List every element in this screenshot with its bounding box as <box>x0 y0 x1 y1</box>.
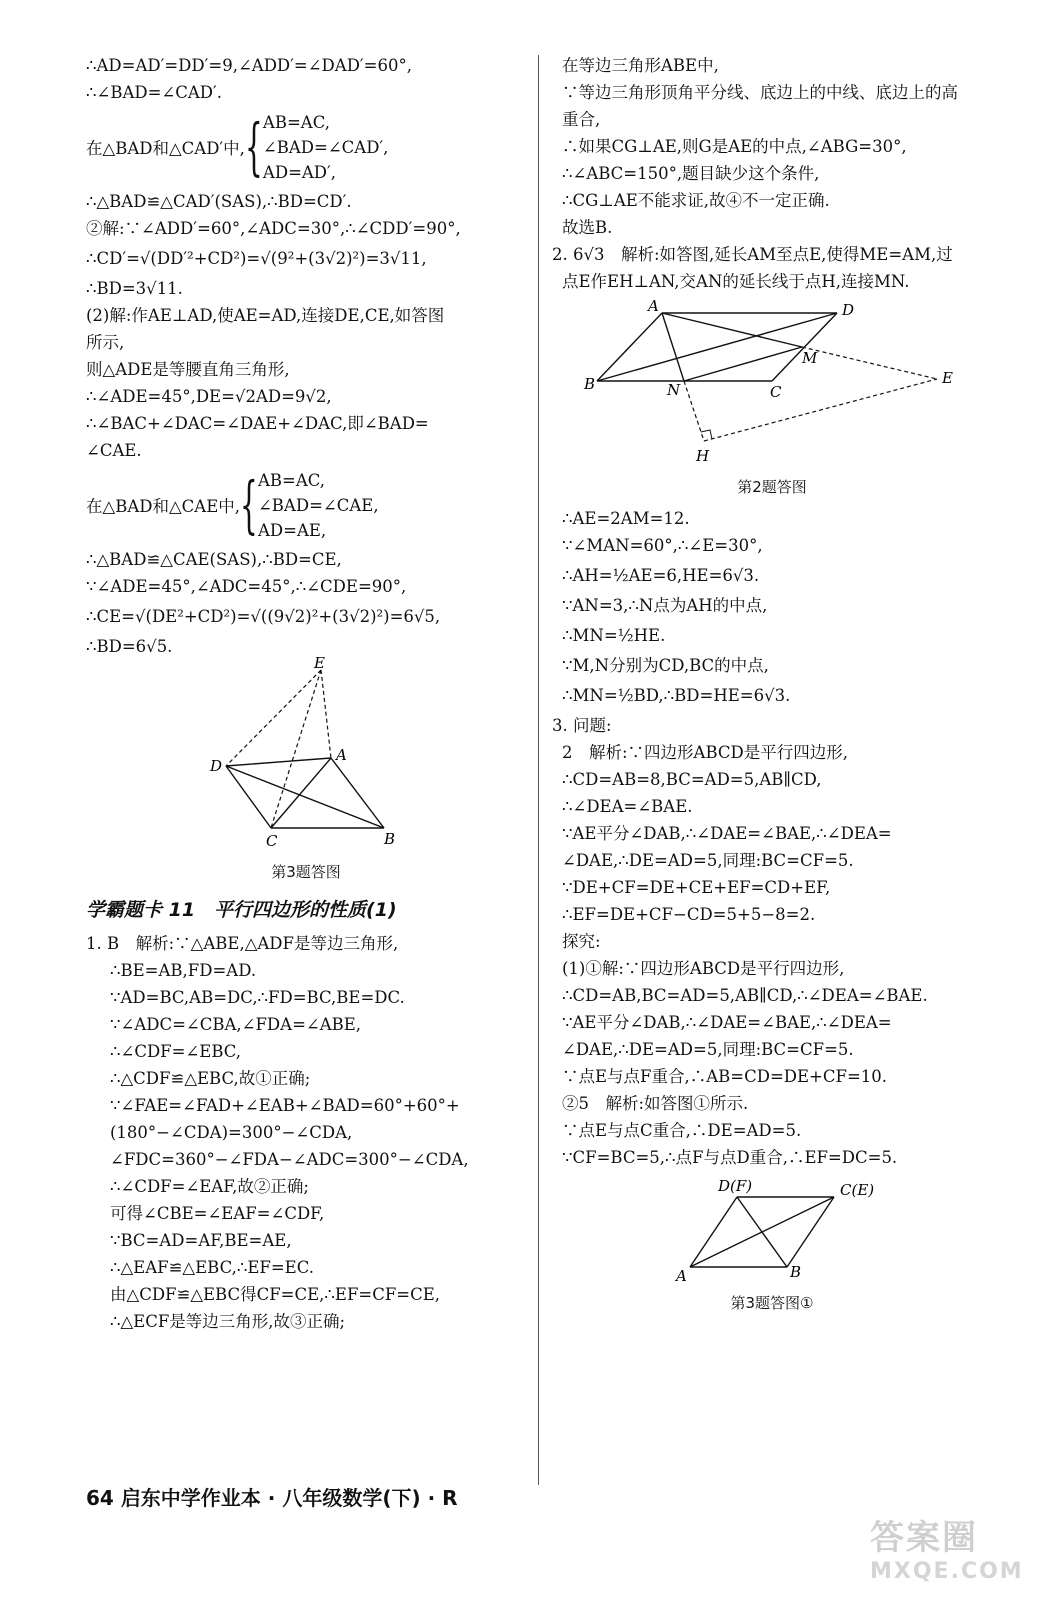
system-prefix: 在△BAD和△CAD′中, <box>86 139 245 158</box>
label-A: A <box>676 1267 687 1285</box>
system-row: ∠BAD=∠CAE, <box>257 495 379 515</box>
section-title: 学霸题卡 11 平行四边形的性质(1) <box>86 899 397 921</box>
right-column <box>552 52 992 1321</box>
system-row: AB=AC, <box>257 470 326 490</box>
system-row: ∠BAD=∠CAD′, <box>262 137 389 157</box>
label-A: A <box>648 297 659 315</box>
label-E: E <box>314 654 325 672</box>
text-line: ∵BC=AD=AF,BE=AE, <box>110 1231 292 1250</box>
text-line: ∴AD=AD′=DD′=9,∠ADD′=∠DAD′=60°, <box>86 56 412 75</box>
text-line: ∴△BAD≌△CAE(SAS),∴BD=CE, <box>86 550 342 569</box>
equation-system <box>86 106 526 188</box>
figure-caption: 第3题答图① <box>730 1294 814 1312</box>
figure-q2-diagram <box>552 297 992 471</box>
figure-q2 <box>552 297 992 499</box>
text-line: ∴∠CDF=∠EBC, <box>110 1042 242 1061</box>
text-line: ∴CD=AB,BC=AD=5,AB∥CD,∴∠DEA=∠BAE. <box>562 986 928 1005</box>
text-line: ∴CD′=√(DD′²+CD²)=√(9²+(3√2)²)=3√11, <box>86 249 427 268</box>
text-line: ∵等边三角形顶角平分线、底边上的中线、底边上的高 <box>562 83 958 102</box>
text-line: ∵点E与点C重合,∴DE=AD=5. <box>562 1121 802 1140</box>
figure-q3-diagram <box>86 654 526 856</box>
text-line: ∠FDC=360°−∠FDA−∠ADC=300°−∠CDA, <box>110 1150 469 1169</box>
text-line: ∴BD=3√11. <box>86 279 183 298</box>
text-line: ∴CE=√(DE²+CD²)=√((9√2)²+(3√2)²)=6√5, <box>86 607 441 626</box>
text-line: ∴BE=AB,FD=AD. <box>110 961 257 980</box>
text-line: ∵点E与点F重合,∴AB=CD=DE+CF=10. <box>562 1067 888 1086</box>
text-line: ∴CG⊥AE不能求证,故④不一定正确. <box>562 191 830 210</box>
label-N: N <box>667 381 681 399</box>
label-C: C <box>770 383 782 401</box>
watermark <box>870 1510 1040 1590</box>
text-line: ∴∠BAD=∠CAD′. <box>86 83 223 102</box>
system-row: AD=AD′, <box>262 162 337 182</box>
text-line: 3. 问题: <box>552 716 612 735</box>
label-H: H <box>696 447 710 465</box>
text-line: ∵M,N分别为CD,BC的中点, <box>562 656 769 675</box>
label-B: B <box>584 375 596 393</box>
text-line: ∴△ECF是等边三角形,故③正确; <box>110 1312 346 1331</box>
label-D: D <box>210 757 223 775</box>
text-line: 1. B 解析:∵△ABE,△ADF是等边三角形, <box>86 934 399 953</box>
text-line: ∵∠MAN=60°,∴∠E=30°, <box>562 536 763 555</box>
text-line: ∵CF=BC=5,∴点F与点D重合,∴EF=DC=5. <box>562 1148 898 1167</box>
text-line: ∠CAE. <box>86 441 142 460</box>
label-E: E <box>942 369 953 387</box>
text-line: ∴∠ABC=150°,题目缺少这个条件, <box>562 164 820 183</box>
text-line: ∴△BAD≌△CAD′(SAS),∴BD=CD′. <box>86 192 352 211</box>
text-line: ∵AE平分∠DAB,∴∠DAE=∠BAE,∴∠DEA= <box>562 1013 892 1032</box>
text-line: ∵DE+CF=DE+CE+EF=CD+EF, <box>562 878 831 897</box>
column-divider <box>538 55 539 1485</box>
text-line: ∴MN=½HE. <box>562 626 666 645</box>
text-line: ∵AN=3,∴N点为AH的中点, <box>562 596 768 615</box>
watermark-logo: 答案圈 <box>870 1518 978 1558</box>
text-line: ∴∠CDF=∠EAF,故②正确; <box>110 1177 309 1196</box>
text-line: ∴∠DEA=∠BAE. <box>562 797 693 816</box>
text-line: ∴AE=2AM=12. <box>562 509 690 528</box>
text-line: ∠DAE,∴DE=AD=5,同理:BC=CF=5. <box>562 1040 854 1059</box>
page-footer <box>86 1482 458 1511</box>
text-line: ∵∠ADC=∠CBA,∠FDA=∠ABE, <box>110 1015 362 1034</box>
book-title: 启东中学作业本 · 八年级数学(下) · R <box>120 1486 458 1510</box>
text-line: (1)①解:∵四边形ABCD是平行四边形, <box>562 959 845 978</box>
text-line: 2 解析:∵四边形ABCD是平行四边形, <box>562 743 849 762</box>
figure-q3 <box>86 654 526 884</box>
text-line: 在等边三角形ABE中, <box>562 56 719 75</box>
text-line: ∴△EAF≌△EBC,∴EF=EC. <box>110 1258 315 1277</box>
label-B: B <box>384 830 396 848</box>
left-column <box>86 52 526 1335</box>
text-line: ∵∠ADE=45°,∠ADC=45°,∴∠CDE=90°, <box>86 577 407 596</box>
text-line: ∴MN=½BD,∴BD=HE=6√3. <box>562 686 791 705</box>
label-B: B <box>790 1263 802 1281</box>
text-line: 由△CDF≌△EBC得CF=CE,∴EF=CF=CE, <box>110 1285 441 1304</box>
figure-q3-1-diagram <box>552 1177 992 1287</box>
text-line: ∵AD=BC,AB=DC,∴FD=BC,BE=DC. <box>110 988 405 1007</box>
label-C-E: C(E) <box>840 1181 875 1199</box>
text-line: 则△ADE是等腰直角三角形, <box>86 360 290 379</box>
brace-icon: { <box>244 110 263 183</box>
equation-system <box>86 464 526 546</box>
label-M: M <box>802 349 818 367</box>
text-line: ∴CD=AB=8,BC=AD=5,AB∥CD, <box>562 770 822 789</box>
text-line: ∴EF=DE+CF−CD=5+5−8=2. <box>562 905 816 924</box>
text-line: ∴BD=6√5. <box>86 637 173 656</box>
page-number: 64 <box>86 1486 114 1510</box>
text-line: ∴如果CG⊥AE,则G是AE的中点,∠ABG=30°, <box>562 137 907 156</box>
text-line: 重合, <box>562 110 601 129</box>
figure-caption: 第3题答图 <box>271 863 341 881</box>
system-prefix: 在△BAD和△CAE中, <box>86 497 240 516</box>
label-C: C <box>266 832 278 850</box>
text-line: ∠DAE,∴DE=AD=5,同理:BC=CF=5. <box>562 851 854 870</box>
text-line: ∴∠BAC+∠DAC=∠DAE+∠DAC,即∠BAD= <box>86 414 429 433</box>
text-line: 故选B. <box>562 218 613 237</box>
system-row: AD=AE, <box>257 520 327 540</box>
text-line: ②解:∵∠ADD′=60°,∠ADC=30°,∴∠CDD′=90°, <box>86 219 461 238</box>
text-line: 点E作EH⊥AN,交AN的延长线于点H,连接MN. <box>562 272 910 291</box>
text-line: ∵∠FAE=∠FAD+∠EAB+∠BAD=60°+60°+ <box>110 1096 460 1115</box>
system-row: AB=AC, <box>262 112 330 132</box>
figure-q3-1 <box>552 1177 992 1315</box>
text-line: ∴△CDF≌△EBC,故①正确; <box>110 1069 311 1088</box>
brace-icon: { <box>239 468 258 541</box>
watermark-url: MXQE.COM <box>870 1559 1024 1584</box>
text-line: (180°−∠CDA)=300°−∠CDA, <box>110 1123 353 1142</box>
text-line: ∴AH=½AE=6,HE=6√3. <box>562 566 760 585</box>
text-line: ∴∠ADE=45°,DE=√2AD=9√2, <box>86 387 332 406</box>
text-line: 可得∠CBE=∠EAF=∠CDF, <box>110 1204 325 1223</box>
label-D-F: D(F) <box>718 1177 753 1195</box>
text-line: 2. 6√3 解析:如答图,延长AM至点E,使得ME=AM,过 <box>552 245 953 264</box>
text-line: ∵AE平分∠DAB,∴∠DAE=∠BAE,∴∠DEA= <box>562 824 892 843</box>
label-D: D <box>842 301 855 319</box>
text-line: ②5 解析:如答图①所示. <box>562 1094 749 1113</box>
text-line: 探究: <box>562 932 601 951</box>
text-line: (2)解:作AE⊥AD,使AE=AD,连接DE,CE,如答图 <box>86 306 445 325</box>
text-line: 所示, <box>86 333 125 352</box>
label-A: A <box>336 746 347 764</box>
figure-caption: 第2题答图 <box>737 478 807 496</box>
